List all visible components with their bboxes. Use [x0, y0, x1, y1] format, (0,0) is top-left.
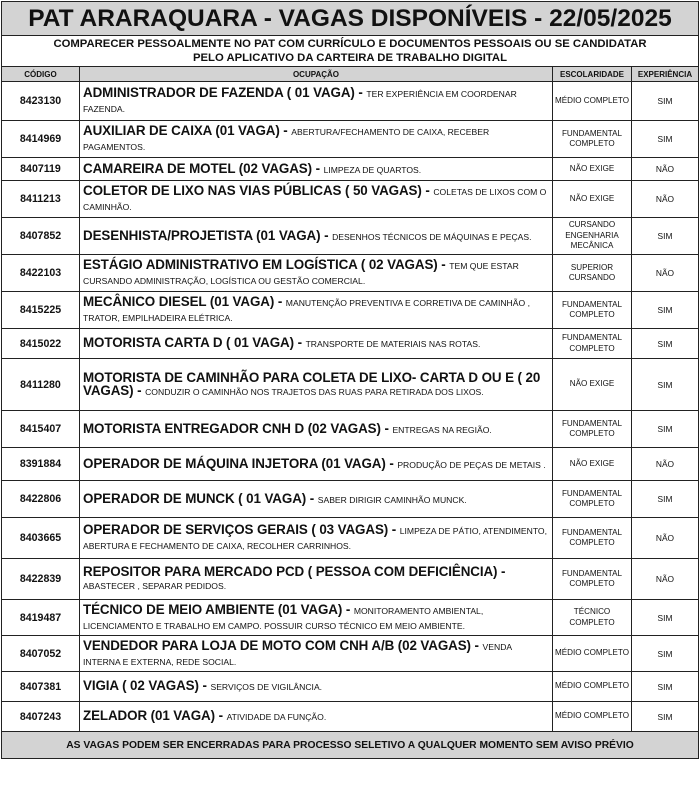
table-row	[2, 82, 699, 121]
job-title: ZELADOR (01 VAGA) -	[83, 708, 227, 723]
table-row	[2, 518, 699, 559]
job-title: ADMINISTRADOR DE FAZENDA ( 01 VAGA) -	[83, 85, 367, 100]
application-notice	[2, 36, 699, 67]
job-occupation	[80, 292, 553, 329]
table-row	[2, 559, 699, 600]
job-code: 8414969	[2, 121, 80, 158]
job-code: 8415225	[2, 292, 80, 329]
job-education: FUNDAMENTAL COMPLETO	[553, 481, 632, 518]
job-code: 8422103	[2, 255, 80, 292]
job-code: 8422806	[2, 481, 80, 518]
table-row	[2, 411, 699, 448]
job-education: MÉDIO COMPLETO	[553, 672, 632, 702]
table-row	[2, 181, 699, 218]
job-occupation	[80, 600, 553, 636]
job-title: ESTÁGIO ADMINISTRATIVO EM LOGÍSTICA ( 02 VAGAS) -	[83, 257, 450, 272]
footer-notice: AS VAGAS PODEM SER ENCERRADAS PARA PROCESSO SELETIVO A QUALQUER MOMENTO SEM AVISO PRÉVIO	[2, 732, 699, 759]
job-experience: SIM	[632, 121, 699, 158]
job-description: ATIVIDADE DA FUNÇÃO.	[226, 712, 327, 722]
table-row	[2, 672, 699, 702]
job-title: MOTORISTA ENTREGADOR CNH D (02 VAGAS) -	[83, 420, 393, 436]
job-description: MANUTENÇÃO PREVENTIVA E CORRETIVA DE CAMINHÃO , TRATOR, EMPILHADEIRA ELÉTRICA.	[83, 298, 530, 323]
job-title: OPERADOR DE MUNCK ( 01 VAGA) -	[83, 490, 318, 506]
job-code: 8407243	[2, 702, 80, 732]
job-code: 8391884	[2, 448, 80, 481]
column-header-experience: EXPERIÊNCIA	[632, 67, 699, 82]
job-education: FUNDAMENTAL COMPLETO	[553, 411, 632, 448]
job-code: 8415407	[2, 411, 80, 448]
table-row	[2, 218, 699, 255]
job-experience: NÃO	[632, 255, 699, 292]
job-education: FUNDAMENTAL COMPLETO	[553, 329, 632, 359]
job-description: VENDA INTERNA E EXTERNA, REDE SOCIAL.	[83, 641, 512, 667]
job-occupation	[80, 636, 553, 672]
job-experience: SIM	[632, 702, 699, 732]
job-experience: SIM	[632, 672, 699, 702]
job-experience: SIM	[632, 82, 699, 121]
job-title: MOTORISTA DE CAMINHÃO PARA COLETA DE LIXO- CARTA D OU E ( 20 VAGAS) -	[83, 369, 541, 398]
table-row	[2, 255, 699, 292]
job-occupation	[80, 218, 553, 255]
job-education: MÉDIO COMPLETO	[553, 82, 632, 121]
job-title: VIGIA ( 02 VAGAS) -	[83, 678, 211, 693]
job-occupation	[80, 481, 553, 518]
job-listing-sheet	[1, 1, 698, 759]
job-experience: NÃO	[632, 448, 699, 481]
job-description: CONDUZIR O CAMINHÃO NOS TRAJETOS DAS RUAS PARA RETIRADA DOS LIXOS.	[145, 386, 484, 397]
job-experience: SIM	[632, 600, 699, 636]
table-row	[2, 702, 699, 732]
job-description: TEM QUE ESTAR CURSANDO ADMINISTRAÇÃO, LOGÍSTICA OU GESTÃO COMERCIAL.	[83, 261, 519, 286]
job-education: NÃO EXIGE	[553, 181, 632, 218]
job-description: LIMPEZA DE PÁTIO, ATENDIMENTO, ABERTURA E FECHAMENTO DE CAIXA, RECOLHER CARRINHOS.	[83, 526, 547, 551]
job-title: TÉCNICO DE MEIO AMBIENTE (01 VAGA) -	[83, 601, 354, 617]
job-education: CURSANDO ENGENHARIA MECÂNICA	[553, 218, 632, 255]
job-occupation	[80, 448, 553, 481]
job-education: MÉDIO COMPLETO	[553, 636, 632, 672]
job-occupation	[80, 411, 553, 448]
job-description: TER EXPERIÊNCIA EM COORDENAR FAZENDA.	[83, 89, 517, 114]
table-row	[2, 448, 699, 481]
job-experience: SIM	[632, 292, 699, 329]
job-occupation	[80, 359, 553, 411]
job-education: FUNDAMENTAL COMPLETO	[553, 559, 632, 600]
table-row	[2, 636, 699, 672]
job-code: 8407852	[2, 218, 80, 255]
job-occupation	[80, 121, 553, 158]
job-title: DESENHISTA/PROJETISTA (01 VAGA) -	[83, 227, 333, 243]
job-education: MÉDIO COMPLETO	[553, 702, 632, 732]
job-description: SERVIÇOS DE VIGILÂNCIA.	[210, 682, 323, 692]
column-header-row	[2, 67, 699, 82]
column-header-occupation: OCUPAÇÃO	[80, 67, 553, 82]
job-occupation	[80, 158, 553, 181]
job-code: 8407052	[2, 636, 80, 672]
job-occupation	[80, 672, 553, 702]
job-title: AUXILIAR DE CAIXA (01 VAGA) -	[83, 123, 292, 138]
job-experience: NÃO	[632, 181, 699, 218]
job-code: 8423130	[2, 82, 80, 121]
job-education: NÃO EXIGE	[553, 158, 632, 181]
job-description: DESENHOS TÉCNICOS DE MÁQUINAS E PEÇAS.	[332, 231, 532, 242]
job-education: FUNDAMENTAL COMPLETO	[553, 518, 632, 559]
job-title: COLETOR DE LIXO NAS VIAS PÚBLICAS ( 50 VAGAS) -	[83, 183, 434, 198]
table-row	[2, 121, 699, 158]
page-title: PAT ARARAQUARA - VAGAS DISPONÍVEIS - 22/05/2025	[2, 2, 699, 36]
table-row	[2, 359, 699, 411]
job-experience: SIM	[632, 359, 699, 411]
table-row	[2, 329, 699, 359]
job-education: NÃO EXIGE	[553, 448, 632, 481]
job-description: SABER DIRIGIR CAMINHÃO MUNCK.	[317, 494, 467, 505]
table-row	[2, 600, 699, 636]
job-experience: SIM	[632, 218, 699, 255]
job-experience: SIM	[632, 481, 699, 518]
job-code: 8422839	[2, 559, 80, 600]
job-education: SUPERIOR CURSANDO	[553, 255, 632, 292]
job-occupation	[80, 82, 553, 121]
column-header-education: ESCOLARIDADE	[553, 67, 632, 82]
job-code: 8403665	[2, 518, 80, 559]
job-title: OPERADOR DE MÁQUINA INJETORA (01 VAGA) -	[83, 455, 398, 471]
job-education: FUNDAMENTAL COMPLETO	[553, 292, 632, 329]
job-description: PRODUÇÃO DE PEÇAS DE METAIS .	[397, 459, 546, 470]
job-experience: SIM	[632, 636, 699, 672]
job-experience: NÃO	[632, 559, 699, 600]
table-row	[2, 292, 699, 329]
job-title: OPERADOR DE SERVIÇOS GERAIS ( 03 VAGAS) -	[83, 522, 400, 537]
job-description: ABASTECER , SEPARAR PEDIDOS.	[83, 581, 227, 591]
job-code: 8411280	[2, 359, 80, 411]
job-experience: NÃO	[632, 518, 699, 559]
job-title: VENDEDOR PARA LOJA DE MOTO COM CNH A/B (02 VAGAS) -	[83, 637, 483, 653]
job-education: TÉCNICO COMPLETO	[553, 600, 632, 636]
job-code: 8411213	[2, 181, 80, 218]
job-description: ENTREGAS NA REGIÃO.	[392, 424, 492, 435]
job-occupation	[80, 255, 553, 292]
notice-line-2: PELO APLICATIVO DA CARTEIRA DE TRABALHO DIGITAL	[192, 52, 507, 64]
job-occupation	[80, 518, 553, 559]
job-code: 8407119	[2, 158, 80, 181]
job-occupation	[80, 329, 553, 359]
job-description: COLETAS DE LIXOS COM O CAMINHÃO.	[83, 187, 547, 212]
job-title: REPOSITOR PARA MERCADO PCD ( PESSOA COM DEFICIÊNCIA) -	[83, 564, 506, 579]
job-title: CAMAREIRA DE MOTEL (02 VAGAS) -	[83, 160, 324, 176]
table-row	[2, 158, 699, 181]
job-table	[1, 1, 699, 759]
job-experience: SIM	[632, 411, 699, 448]
job-occupation	[80, 181, 553, 218]
job-occupation	[80, 702, 553, 732]
job-experience: NÃO	[632, 158, 699, 181]
column-header-code: CÓDIGO	[2, 67, 80, 82]
job-description: ABERTURA/FECHAMENTO DE CAIXA, RECEBER PAGAMENTOS.	[83, 127, 490, 152]
table-row	[2, 481, 699, 518]
job-description: LIMPEZA DE QUARTOS.	[323, 164, 422, 175]
job-code: 8407381	[2, 672, 80, 702]
job-education: NÃO EXIGE	[553, 359, 632, 411]
job-description: MONITORAMENTO AMBIENTAL, LICENCIAMENTO E TRABALHO EM CAMPO. POSSUIR CURSO TÉCNICO EM MEIO AMBIENTE.	[83, 605, 484, 631]
job-title: MOTORISTA CARTA D ( 01 VAGA) -	[83, 335, 306, 350]
job-code: 8419487	[2, 600, 80, 636]
job-occupation	[80, 559, 553, 600]
job-title: MECÂNICO DIESEL (01 VAGA) -	[83, 294, 286, 309]
job-education: FUNDAMENTAL COMPLETO	[553, 121, 632, 158]
job-description: TRANSPORTE DE MATERIAIS NAS ROTAS.	[305, 339, 481, 349]
job-experience: SIM	[632, 329, 699, 359]
notice-line-1: COMPARECER PESSOALMENTE NO PAT COM CURRÍCULO E DOCUMENTOS PESSOAIS OU SE CANDIDATAR	[53, 38, 647, 50]
job-code: 8415022	[2, 329, 80, 359]
